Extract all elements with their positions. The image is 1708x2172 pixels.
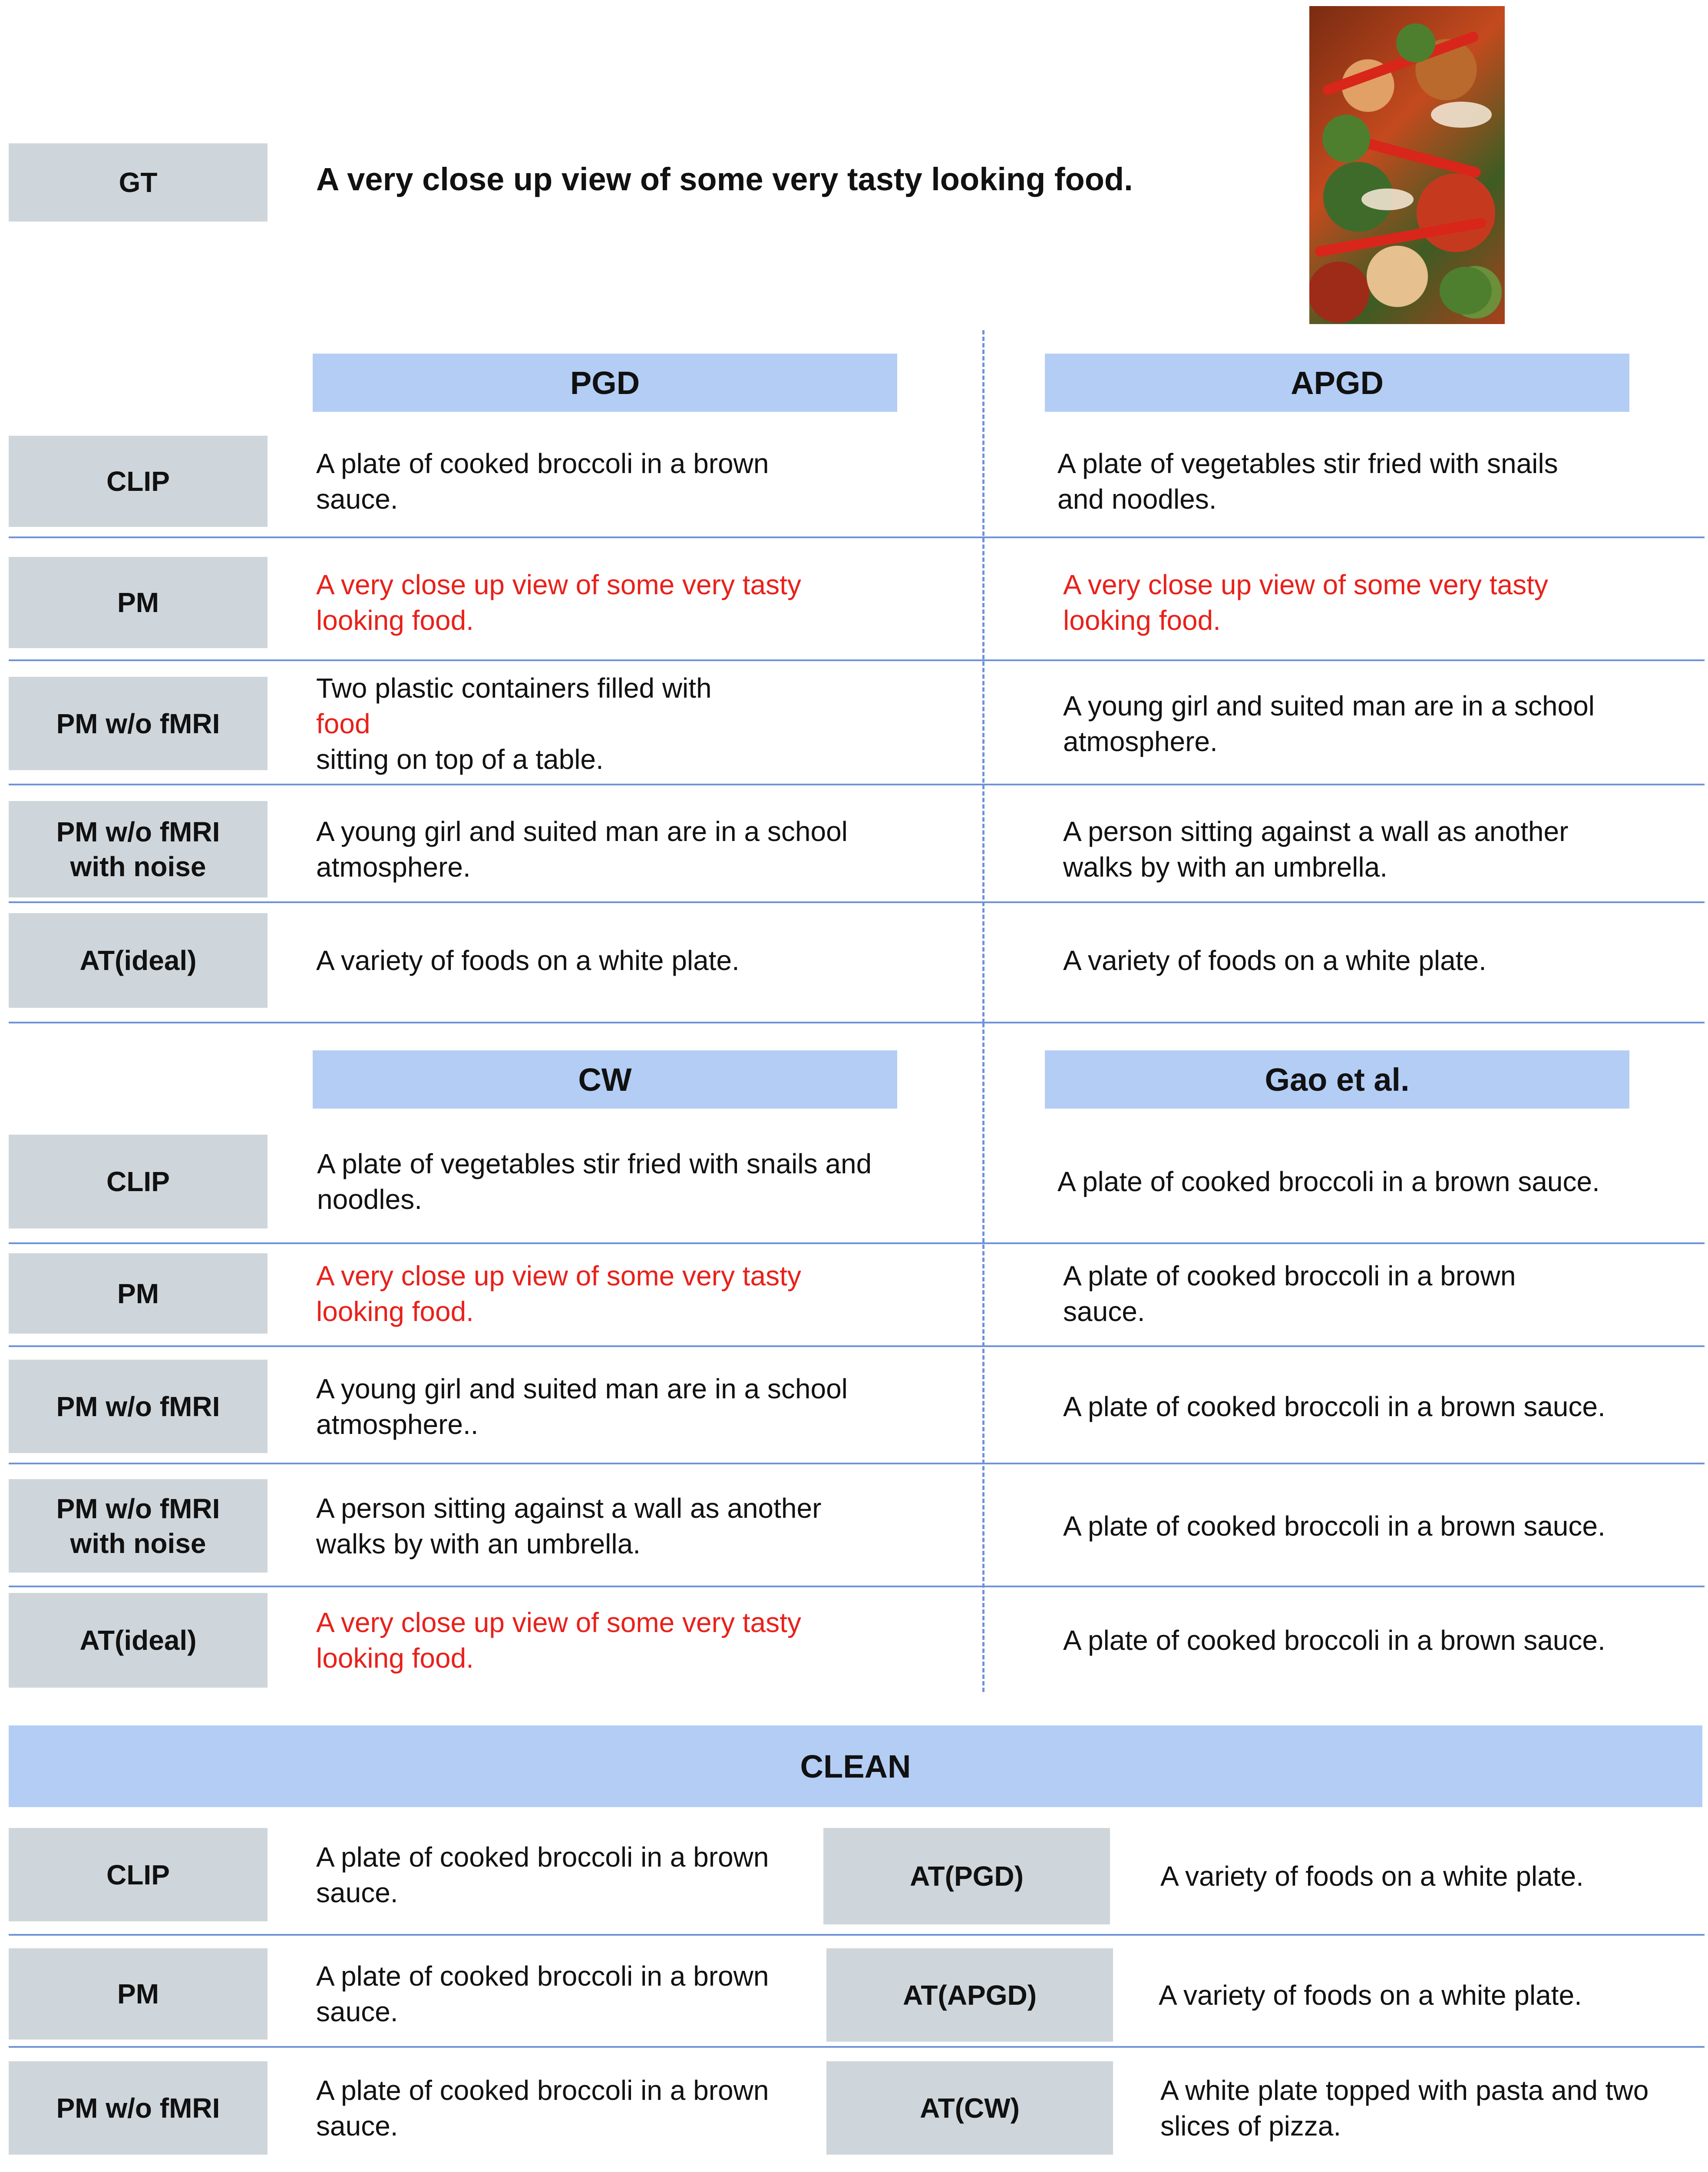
row-divider bbox=[9, 2046, 1705, 2048]
header-cw: CW bbox=[313, 1050, 897, 1109]
caption-cw-pm-wo-fmri: A young girl and suited man are in a school atmosphere.. bbox=[316, 1373, 848, 1440]
row-label-clip: CLIP bbox=[9, 1828, 268, 1921]
caption-clean-at-cw: A white plate topped with pasta and two slices of pizza. bbox=[1160, 2074, 1649, 2142]
row-label-clip: CLIP bbox=[9, 1135, 268, 1228]
row-label-at-cw: AT(CW) bbox=[826, 2061, 1113, 2155]
gt-label-text: GT bbox=[119, 167, 158, 198]
row-label-at-ideal: AT(ideal) bbox=[9, 1593, 268, 1688]
caption-clean-at-pgd: A variety of foods on a white plate. bbox=[1160, 1861, 1584, 1892]
caption-pgd-clip: A plate of cooked broccoli in a brown sauce. bbox=[316, 448, 769, 515]
row-divider bbox=[9, 1345, 1705, 1347]
row-label-pm-wo-fmri: PM w/o fMRI bbox=[9, 2061, 268, 2155]
caption-cw-pm-wo-fmri-noise: A person sitting against a wall as another walks by with an umbrella. bbox=[316, 1492, 822, 1559]
caption-pgd-pm: A very close up view of some very tasty looking food. bbox=[316, 569, 801, 636]
row-divider bbox=[9, 1934, 1705, 1936]
row-divider bbox=[9, 784, 1705, 785]
caption-clean-pm-wo-fmri: A plate of cooked broccoli in a brown sauce. bbox=[316, 2074, 769, 2142]
highlight-food: food bbox=[316, 708, 370, 739]
header-apgd: APGD bbox=[1045, 354, 1629, 412]
row-divider bbox=[9, 1022, 1705, 1023]
row-label-at-apgd: AT(APGD) bbox=[826, 1948, 1113, 2042]
caption-gao-clip: A plate of cooked broccoli in a brown sauce. bbox=[1057, 1166, 1600, 1197]
row-label-pm-wo-fmri: PM w/o fMRI bbox=[9, 677, 268, 770]
row-divider bbox=[9, 1242, 1705, 1244]
row-label-pm: PM bbox=[9, 1948, 268, 2040]
row-label-at-ideal: AT(ideal) bbox=[9, 913, 268, 1008]
caption-clean-at-apgd: A variety of foods on a white plate. bbox=[1159, 1979, 1582, 2011]
row-label-pm: PM bbox=[9, 1253, 268, 1334]
food-image bbox=[1309, 6, 1505, 324]
gt-caption: A very close up view of some very tasty looking food. bbox=[316, 161, 1133, 197]
header-clean: CLEAN bbox=[9, 1725, 1702, 1807]
caption-gao-pm-wo-fmri: A plate of cooked broccoli in a brown sauce. bbox=[1063, 1391, 1606, 1422]
row-label-pm: PM bbox=[9, 557, 268, 648]
row-label-pm-wo-fmri-noise: PM w/o fMRI with noise bbox=[9, 801, 268, 897]
header-pgd: PGD bbox=[313, 354, 897, 412]
row-label-at-pgd: AT(PGD) bbox=[823, 1828, 1110, 1924]
gt-label bbox=[9, 143, 268, 222]
caption-pgd-pm-wo-fmri: Two plastic containers filled with food sitting on top of a table. bbox=[316, 672, 712, 775]
row-divider bbox=[9, 536, 1705, 538]
row-divider bbox=[9, 659, 1705, 661]
caption-gao-at-ideal: A plate of cooked broccoli in a brown sauce. bbox=[1063, 1625, 1606, 1656]
caption-apgd-pm-wo-fmri-noise: A person sitting against a wall as another walks by with an umbrella. bbox=[1063, 816, 1569, 883]
row-label-clip: CLIP bbox=[9, 436, 268, 527]
caption-apgd-pm: A very close up view of some very tasty looking food. bbox=[1063, 569, 1548, 636]
caption-apgd-at-ideal: A variety of foods on a white plate. bbox=[1063, 945, 1487, 976]
row-divider bbox=[9, 901, 1705, 903]
row-divider bbox=[9, 1586, 1705, 1587]
caption-clean-clip: A plate of cooked broccoli in a brown sauce. bbox=[316, 1841, 769, 1908]
caption-pgd-at-ideal: A variety of foods on a white plate. bbox=[316, 945, 740, 976]
caption-apgd-clip: A plate of vegetables stir fried with snails and noodles. bbox=[1057, 448, 1558, 515]
caption-clean-pm: A plate of cooked broccoli in a brown sauce. bbox=[316, 1960, 769, 2027]
caption-pgd-pm-wo-fmri-noise: A young girl and suited man are in a school atmosphere. bbox=[316, 816, 848, 883]
column-divider bbox=[982, 1023, 984, 1692]
column-divider bbox=[982, 330, 984, 1023]
caption-cw-clip: A plate of vegetables stir fried with snails and noodles. bbox=[317, 1148, 872, 1215]
caption-gao-pm: A plate of cooked broccoli in a brown sauce. bbox=[1063, 1260, 1516, 1327]
caption-cw-at-ideal: A very close up view of some very tasty looking food. bbox=[316, 1607, 801, 1674]
caption-cw-pm: A very close up view of some very tasty looking food. bbox=[316, 1260, 801, 1327]
caption-apgd-pm-wo-fmri: A young girl and suited man are in a school atmosphere. bbox=[1063, 690, 1595, 757]
row-label-pm-wo-fmri-noise: PM w/o fMRI with noise bbox=[9, 1479, 268, 1573]
row-divider bbox=[9, 1463, 1705, 1464]
caption-gao-pm-wo-fmri-noise: A plate of cooked broccoli in a brown sauce. bbox=[1063, 1510, 1606, 1542]
row-label-pm-wo-fmri: PM w/o fMRI bbox=[9, 1360, 268, 1453]
header-gao: Gao et al. bbox=[1045, 1050, 1629, 1109]
